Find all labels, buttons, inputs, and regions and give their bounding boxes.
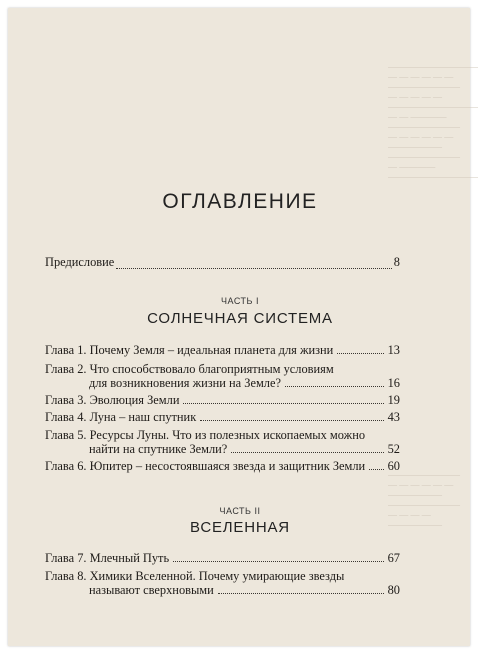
chapter-number: Глава 3. [45, 393, 87, 407]
chapter-title: Млечный Путь [89, 551, 170, 565]
chapter-title: Луна – наш спутник [89, 410, 197, 424]
page-number: 43 [387, 410, 400, 424]
toc-entry-chapter-7[interactable] [45, 551, 400, 565]
show-through-text: ———————— — — — — — — —————— ———————— — — — — —————— [388, 470, 460, 530]
entry-label: Предисловие [45, 255, 115, 269]
chapter-title: Эволюция Земли [89, 393, 180, 407]
page-number: 16 [387, 376, 400, 390]
chapter-number: Глава 6. [45, 459, 87, 473]
dot-leader [337, 352, 383, 354]
dot-leader [231, 451, 383, 453]
chapter-number: Глава 4. [45, 410, 87, 424]
chapter-title: Почему Земля – идеальная планета для жизни [89, 343, 334, 357]
part-label: ЧАСТЬ II [219, 506, 261, 516]
chapter-title: Юпитер – несостоявшаяся звезда и защитник Земли [89, 459, 366, 473]
toc-entry-chapter-6[interactable] [45, 459, 400, 473]
dot-leader [218, 592, 384, 594]
toc-entry-chapter-8[interactable] [45, 569, 400, 597]
part-label: ЧАСТЬ I [221, 296, 259, 306]
page-title: ОГЛАВЛЕНИЕ [162, 190, 318, 213]
chapter-title: Ресурсы Луны. Что из полезных ископаемых можно [89, 428, 366, 442]
dot-leader [369, 468, 383, 470]
dot-leader [183, 402, 383, 404]
page-number: 19 [387, 393, 400, 407]
dot-leader [173, 560, 383, 562]
chapter-number: Глава 8. [45, 569, 87, 583]
page-number: 80 [387, 583, 400, 597]
chapter-number: Глава 7. [45, 551, 87, 565]
page-number: 52 [387, 442, 400, 456]
show-through-text: —————————— — — — — — — ———————— — — — — — —————————— — — ———— ———————— — — — — — — —————— ———————— — ———— —————————— [388, 62, 478, 182]
page-number: 67 [387, 551, 400, 565]
page-number: 60 [387, 459, 400, 473]
chapter-number: Глава 5. [45, 428, 87, 442]
part-title: СОЛНЕЧНАЯ СИСТЕМА [147, 310, 333, 327]
part-title: ВСЕЛЕННАЯ [190, 519, 290, 536]
chapter-title-continued: называют сверхновыми [89, 583, 214, 597]
page-number: 8 [393, 255, 400, 269]
toc-entry-chapter-1[interactable] [45, 343, 400, 357]
chapter-title: Химики Вселенной. Почему умирающие звезды [89, 569, 345, 583]
chapter-title: Что способствовало благоприятным условиям [89, 362, 334, 376]
dot-leader [285, 385, 384, 387]
toc-entry-chapter-2[interactable] [45, 362, 400, 390]
toc-entry-chapter-4[interactable] [45, 410, 400, 424]
dot-leader [200, 419, 383, 421]
dot-leader [116, 267, 392, 269]
chapter-title-continued: для возникновения жизни на Земле? [89, 376, 281, 390]
toc-entry-chapter-3[interactable] [45, 393, 400, 407]
chapter-number: Глава 1. [45, 343, 87, 357]
chapter-title-continued: найти на спутнике Земли? [89, 442, 228, 456]
page-number: 13 [387, 343, 400, 357]
toc-entry-preface[interactable] [45, 255, 400, 269]
toc-entry-chapter-5[interactable] [45, 428, 400, 456]
chapter-number: Глава 2. [45, 362, 87, 376]
